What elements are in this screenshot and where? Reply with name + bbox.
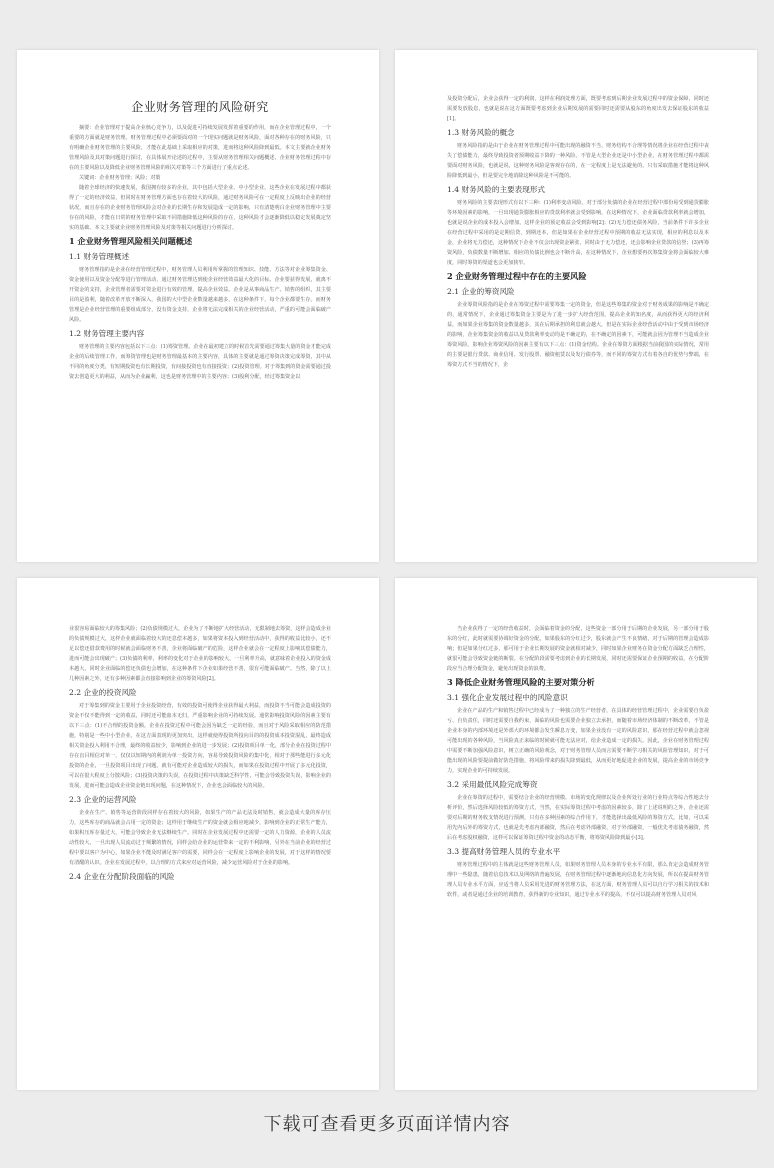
body-paragraph: 业很容易面临较大的筹集风险；(2)负债规模过大，企业为了不断地扩大经营活动，无限制地去筹资，这样会造成企业的负债规模过大，这样企业就面临着较大的还息偿本越多，如果将资本投入到经营活动中，获得的收益比较小，还不足以偿还借款费用的时候就会面临财务不善，企业将面临破产的危险，这样企业就会在一定程度上影响其偿债能力，进而可能会出现破产；(3)负债的利率，利率的变化对于企业的影响较大，一旦利率升高，就意味着企业投入的资金成本越大，同时企业面临的偿还负债也会增加，在这种条件下企业如果经营不善，很有可能面临破产。当然，除了以上几种因素之外，还有多种因素都会直接影响到企业的筹资风险[2]。 [69, 626, 331, 682]
subsection-heading: 2.1 企业的筹资风险 [447, 287, 515, 296]
body-paragraph: 当企业获得了一定的经营收益时，会面临着资金的分配，这些资金一部分用于后期的企业发展，另一部分用于股东的分红，此时就需要协调好资金的分配，如果股东的分红过少，股东就会产生不良情绪，对于后期的管理会造成影响；但是如果分红过多，那可用于企业长期发展的资金就相对减少，同时如果企业财务在资金分配方面缺乏合理性，就很可能会导致资金链的断裂。在分配阶段需要考虑到企业的长期发展，同时还需要保证企业预期的收益，在分配阶段应当合理分配资金，避免出现资金的浪费。 [447, 626, 709, 672]
body-paragraph: 财务管理过程中的主体就是这些财务管理人员，如果财务管理人员本身的专业水平有限，那么肯定会造成财务管理中一些隐患，随着信息技术以及网络的普遍发展，在财务管理过程中逐渐地向信息化方向发展，所以在提高财务管理人员专业水平方面，应适当将人员采用先进的财务管理方法，在这方面，财务管理人员可以自行学习相关的技术和软件，或者是通过企业的培训教育，获得新的专业知识，通过专业水平的提高，不仅可以提高财务管理人员对风 [447, 862, 709, 898]
subsection-heading: 1.3 财务风险的概念 [447, 128, 515, 137]
subsection-heading: 1.1 财务管理概述 [69, 252, 130, 261]
subsection-heading: 3.3 提高财务管理人员的专业水平 [447, 847, 561, 856]
document-page-4 [395, 578, 757, 1090]
body-paragraph: 企业在筹资的过程中，需要结合企业的经营规模、市场的变化规律以及企业所处行业的行业特点等综合性地去分析评价，然后选择风险较低的筹资方式，当然，在实际筹资过程中考虑的因素较多，除了上述说明的之外，企业还需要对后期的财务收支情况进行预测，只有在多种因素的综合作用下，才能选择出最低风险的筹资方式。比如，可以采用先内后外的筹资方式，也就是先考虑内部融资，然后在考虑外部融资，对于外部融资，一般优先考虑债务融资，然后在考虑股权融资，这样可以保证筹资过程中资金的动态平衡，将筹资风险降到最小[3]。 [447, 795, 709, 841]
body-paragraph: 企业在生产、销售等运营阶段同样存在着较大的风险，如果生产的产品无法及时销售，就会造成大量的库存压力，这些库存的商品就会占用一定的资金；这样用于继续生产的资金就会相应地减少，影响到企业的正常生产能力，如果积压库存量过大，可能会导致企业无法继续生产。同时在企业发展过程中还需要一定的人力资源，企业的人员流动性较大，一旦出现人员流动过于频繁的情况，同样会给企业的运营带来一定的不利影响，另外在当前企业的经营过程中要以客户为中心，如果企业不能及时满足客户的需要，同样会在一定程度上影响企业的发展，对于这样的情况要有清醒的认识。企业在发展过程中，以合理的方式来应对运营风险，减少运营风险对于企业的影响。 [69, 810, 331, 866]
document-page-3 [17, 578, 379, 1090]
body-paragraph: 对于筹集到的资金主要用于企业投资经营，有效的投资可使得企业获得最大利益，而投资不当可能会造成投资的资金不仅不能得到一定的收益，同时还可能血本无归，严重影响企业的可持续发展。通常影响投资风险的因素主要有以下三点：(1)不合理的投资金额。企业在投资过程中可能会因为缺乏一定的经验，而且对于风险采取相应的防范措施，特别是一些中小型企业，在这方面表现的更加突出，这样就使得投资所投向目的的投资成本投资混乱，最终造成相关资金投入利用不合理，最终的收益较少，影响到企业的进一步发展；(2)投资项目单一化，部分企业在投资过程中存在盲目相信对单一，仅仅以短期内的利润为单一投资方向，容易导致投资风险的集中化，相对于那些能进行多元化投资的企业，一旦投资项目出现了问题，就有可能对企业造成较大的损失，而如果在投资过程中开展了多元化投资，可以在很大程度上分散风险；(3)投资决策的失误，在投资过程中决策缺乏科学性，可能会导致投资失误，影响企业的发展，进而可能会造成企业资金链出现问题，在这种情况下，企业也会面临较大的风险。 [69, 703, 331, 789]
page-content [447, 94, 709, 370]
paper-title: 企业财务管理的风险研究 [131, 100, 269, 114]
body-paragraph: 随着全球经济的快速发展，我国拥有较多的企业，其中包括大型企业、中小型企业，这些企业在发展过程中都获得了一定的经济效益，但同时在财务管理方面也存在着较大的风险，通过财务风险可在一定程度上反映出企业的经营状况，而且存在的企业财务管理风险会对企业的长期生存和发展造成一定的影响，只有清楚明白企业财务管理中主要存在的风险，才能在日常的财务管理中采取不同措施降低这种风险的存在，这种风险才会逐渐降低以稳定发展奠定坚实的基础。本文主要就企业财务管理风险及对策等相关问题进行分析探讨。 [69, 185, 331, 231]
body-paragraph: 关键词：企业财务管理；风险；对策 [79, 175, 161, 181]
subsection-heading: 3.1 强化企业发展过程中的风险意识 [447, 693, 568, 702]
body-paragraph: 及投资分配后，企业会获得一定的利润，这样在利润处理方面，既要考虑到后期企业发展过程中的资金保障，同时还需要发放股息，也就是说在这方面既要考虑到企业后期发展的需要同时还需要从股东的角度出发去保证股东的收益[1]。 [447, 96, 709, 122]
page-content [69, 123, 331, 382]
document-page-2 [395, 50, 757, 562]
body-paragraph: 财务风险的主要表现形式有以下三种：(1)利率变动风险。对于部分负债的企业在经营过程中部份易受到通货膨胀等环境因素的影响，一旦出现通货膨胀相应的贷款利率就会受到影响，在这种情况下，企业面临贷款利率就会增加，也就是说企业的成本投入会增加，这样企业的预定收益会受到影响[2]；(2)无力偿还债务风险，当前条件下许多企业在经营过程中采用的是定期信贷，到期还本，但是如果在企业经营过程中预期的收益无法实现，相应的利息以及本金，企业将无力偿还，这种情况下企业不仅会出现资金紧张，同时由于无力偿还，还会影响企业贷款的信誉；(3)再筹资风险，负债数量不断增加、相应的负债比例也会不断升高，在这种情况下，企业想要再次筹集资金将会面临较大难度，同时筹资的渠道也会更加狭窄。 [447, 200, 709, 266]
section-heading: 3 降低企业财务管理风险的主要对策分析 [447, 677, 595, 687]
body-paragraph: 财务管理的主要内容包括以下三点：(1)筹资管理。企业在最初建立的时候首先需要通过筹集大量的资金才能完成企业的后续管理工作，而筹资管理也是财务管理最基本的主要内容，具体的主要就是通过筹资决策完成筹资，其中从不同的角度分类，有短期投资也有长期投资，有间接投资也有直接投资；(2)投资管理。对于筹集到的资金需要通过投资去创造更大的利益，从而为企业赢利，这也是财务管理中的主要内容；(3)股利分配，经过筹集资金以 [69, 344, 331, 380]
body-paragraph: 企业在产品的生产和销售过程中已经成为了一种独立的生产经营者，在具体的经营管理过程中，企业需要自负盈亏、自负责任，同时还需要自我约束，面临的风险也需要企业独立去承担，而随着市场经济体制的不断改革，不管是企业本身的内部环境还是外部大的环境都会发生瞬息万变，如果企业没有一定的风险意识，那在经营过程中就会忽视可能出现的各种风险，当风险真正来临的时候就可能无法应对，给企业造成一定的损失。因此，企业在财务管理过程中需要不断加强风险意识，树立正确的风险观念，对于财务管理人员而言需要不断学习相关的风险管理知识，对于可能出现的风险要提前做好防范措施，将风险带来的损失降到最低，从而更好地促进企业的发展，提高企业的市场竞争力，实现企业的可持续发展。 [447, 708, 709, 774]
body-paragraph: 财务管理指的是企业在经营管理过程中，财务管理人员利用所掌握的管理知识、技能、方法等对企业筹集资金、资金使用以及资金分配等进行管理活动，通过财务管理达到使企业经营效益最大化的目标。企业要获得发展，就离不开资金的支持，企业管理者需要对资金进行有效的管理，提高企业效益。企业是从事商品生产、销售的组织，其主要目的是盈利，随着改革开放不断深入，我国的大中型企业数量越来越多，在这种条件下，每个企业都要生存。而财务管理是企业经营管理的重要组成部分，没有资金支持，企业将无法完成相关的企业经营活动，严重的可能会面临破产风险。 [69, 267, 331, 323]
page-content [69, 624, 331, 883]
subsection-heading: 2.3 企业的运营风险 [69, 795, 137, 804]
body-paragraph: 摘要：企业管理对于提高企业核心竞争力，以及促进可持续发展发挥着重要的作用，而在企业管理过程中，一个重要的方面就是财务管理。财务管理过程中必须要面对的一个现实问题就是财务风险，面对各种存在的财务风险，只有明确企业财务管理的主要风险，才能在此基础上采取相应的对策，进而将这种风险降到最低。本文主要就企业财务管理风险及其对策问题进行探讨，在具体展开论述的过程中，主要从财务管理相关问题概述、企业财务管理过程中存在的主要风险以及降低企业财务管理风险的相关对策等三个方面进行了重点论述。 [69, 125, 331, 171]
section-heading: 2 企业财务管理过程中存在的主要风险 [447, 271, 587, 281]
document-page-1 [17, 50, 379, 562]
subsection-heading: 1.4 财务风险的主要表现形式 [447, 185, 546, 194]
subsection-heading: 3.2 采用最低风险完成筹资 [447, 780, 538, 789]
body-paragraph: 财务风险指的是由于企业在财务管理过程中可能出现的融资不当、财务结构不合理等情况将企业在经营过程中丧失了偿债能力，最终导致投资者预期收益下降的一种风险。不管是大型企业还是中小型企业，在财务管理过程中都需要面对财务风险，也就是说，这种财务风险是客观存在的，在一定程度上是无法避免的，只有采取措施才能将这种风险降低到最小，但是要完全地消除这种风险是不可能的。 [447, 143, 709, 179]
subsection-heading: 1.2 财务管理主要内容 [69, 329, 145, 338]
subsection-heading: 2.2 企业的投资风险 [69, 688, 137, 697]
body-paragraph: 企业筹资风险指的是企业在筹资过程中需要筹集一定的资金，但是这些筹集的资金对于财务成果的影响是不确定的，通常情况下，企业通过筹集资金主要是为了进一步扩大经营范围，提高企业的知名度，从而获得更大的经济利益，而如果企业筹集的资金数量越多，其在后期承担的利息就会越大，但是在实际企业经营活动中由于受到市场经济的影响，企业筹集资金的收益以及贷款利率变动均是不确定的，在不确定的因素下，可能就会因为管理不当造成企业筹资风险。影响企业筹资风险的因素主要有以下三点：(1)资金结构。企业在筹资方面根据当前我国的实际情况，常用的主要是银行贷款、商业信用、发行股票、融资租赁以及发行债券等，而不同的筹资方式有着各自的优势与弊端，在筹资方式不当的情况下，企 [447, 302, 709, 368]
subsection-heading: 2.4 企业在分配阶段面临的风险 [69, 872, 175, 881]
page-content [447, 624, 709, 900]
section-heading: 1 企业财务管理风险相关问题概述 [69, 236, 193, 246]
download-more-hint[interactable]: 下载可查看更多页面详情内容 [263, 1114, 511, 1135]
